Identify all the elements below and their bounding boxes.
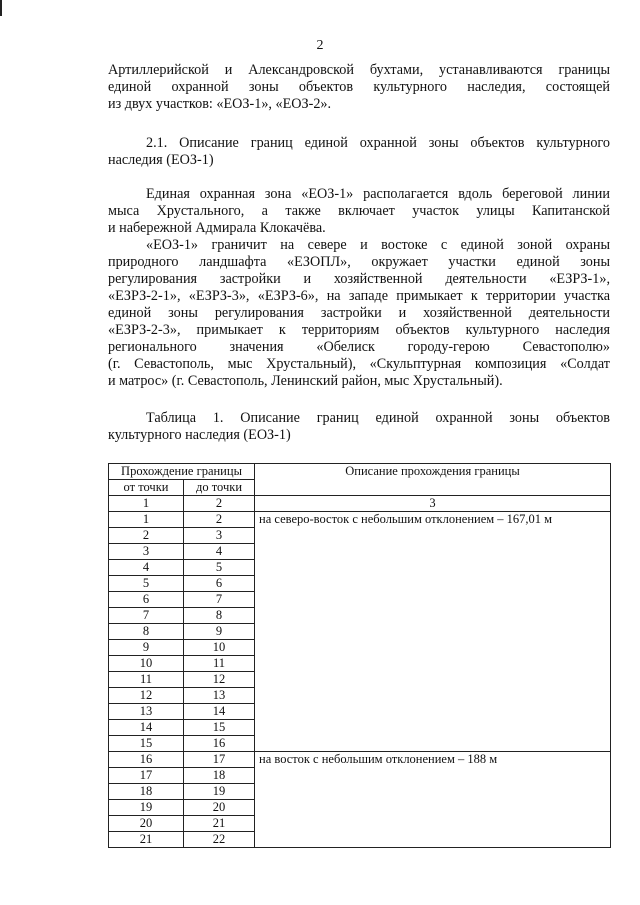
table-header-row — [109, 464, 611, 480]
cell-from-point: 18 — [109, 784, 184, 800]
column-number: 2 — [184, 496, 255, 512]
header-boundary-passage: Прохождение границы — [109, 464, 255, 480]
page-number: 2 — [316, 38, 324, 53]
section-heading-line: 2.1. Описание границ единой охранной зоны объектов культурного — [146, 135, 610, 151]
cell-from-point: 19 — [109, 800, 184, 816]
cell-from-point: 1 — [109, 512, 184, 528]
cell-from-point: 12 — [109, 688, 184, 704]
paragraph-line: единой зоны регулирования застройки и хозяйственной деятельности — [108, 305, 610, 321]
cell-from-point: 7 — [109, 608, 184, 624]
cell-from-point: 16 — [109, 752, 184, 768]
cell-to-point: 7 — [184, 592, 255, 608]
section-heading — [108, 135, 610, 169]
cell-description: на восток с небольшим отклонением – 188 м — [255, 752, 611, 848]
cell-to-point: 8 — [184, 608, 255, 624]
cell-to-point: 19 — [184, 784, 255, 800]
table-caption-line: культурного наследия (ЕОЗ-1) — [108, 427, 291, 443]
cell-to-point: 18 — [184, 768, 255, 784]
scan-edge-mark — [0, 0, 2, 16]
intro-paragraph — [108, 62, 610, 113]
table-caption — [108, 410, 610, 444]
intro-line: единой охранной зоны объектов культурного наследия, состоящей — [108, 79, 610, 95]
table-body — [109, 512, 611, 848]
cell-from-point: 5 — [109, 576, 184, 592]
paragraph-line: регионального значения «Обелиск городу-герою Севастополю» — [108, 339, 610, 355]
cell-to-point: 2 — [184, 512, 255, 528]
cell-from-point: 8 — [109, 624, 184, 640]
intro-line: Артиллерийской и Александровской бухтами, устанавливаются границы — [108, 62, 610, 78]
header-description: Описание прохождения границы — [255, 464, 611, 496]
cell-from-point: 6 — [109, 592, 184, 608]
cell-from-point: 13 — [109, 704, 184, 720]
paragraph-line: «ЕЗРЗ-2-1», «ЕЗРЗ-3», «ЕЗРЗ-6», на западе примыкает к территории участка — [108, 288, 610, 304]
cell-to-point: 10 — [184, 640, 255, 656]
column-number: 3 — [255, 496, 611, 512]
paragraph-location — [108, 186, 610, 237]
paragraph-line: (г. Севастополь, мыс Хрустальный), «Скульптурная композиция «Солдат — [108, 356, 610, 372]
header-from-point: от точки — [109, 480, 184, 496]
cell-from-point: 11 — [109, 672, 184, 688]
paragraph-line: и набережной Адмирала Клокачёва. — [108, 220, 326, 236]
cell-to-point: 3 — [184, 528, 255, 544]
cell-to-point: 15 — [184, 720, 255, 736]
section-heading-line: наследия (ЕОЗ-1) — [108, 152, 214, 168]
paragraph-line: «ЕЗРЗ-2-3», примыкает к территориям объектов культурного наследия — [108, 322, 610, 338]
cell-to-point: 14 — [184, 704, 255, 720]
cell-to-point: 22 — [184, 832, 255, 848]
paragraph-line: природного ландшафта «ЕЗОПЛ», окружает участки единой зоны — [108, 254, 610, 270]
cell-from-point: 20 — [109, 816, 184, 832]
paragraph-line: «ЕОЗ-1» граничит на севере и востоке с единой зоной охраны — [146, 237, 610, 253]
cell-to-point: 21 — [184, 816, 255, 832]
cell-to-point: 17 — [184, 752, 255, 768]
paragraph-line: Единая охранная зона «ЕОЗ-1» располагается вдоль береговой линии — [146, 186, 610, 202]
table-row — [109, 752, 611, 768]
cell-to-point: 5 — [184, 560, 255, 576]
cell-description: на северо-восток с небольшим отклонением – 167,01 м — [255, 512, 611, 752]
intro-line: из двух участков: «ЕОЗ-1», «ЕОЗ-2». — [108, 96, 332, 112]
cell-from-point: 17 — [109, 768, 184, 784]
cell-to-point: 20 — [184, 800, 255, 816]
paragraph-line: мыса Хрустального, а также включает участок улицы Капитанской — [108, 203, 610, 219]
cell-from-point: 2 — [109, 528, 184, 544]
cell-to-point: 13 — [184, 688, 255, 704]
cell-from-point: 15 — [109, 736, 184, 752]
cell-to-point: 16 — [184, 736, 255, 752]
cell-from-point: 14 — [109, 720, 184, 736]
cell-from-point: 9 — [109, 640, 184, 656]
column-number: 1 — [109, 496, 184, 512]
paragraph-line: и матрос» (г. Севастополь, Ленинский район, мыс Хрустальный). — [108, 373, 503, 389]
cell-to-point: 6 — [184, 576, 255, 592]
cell-from-point: 21 — [109, 832, 184, 848]
cell-from-point: 4 — [109, 560, 184, 576]
cell-from-point: 10 — [109, 656, 184, 672]
cell-to-point: 9 — [184, 624, 255, 640]
paragraph-line: регулирования застройки и хозяйственной деятельности «ЕЗРЗ-1», — [108, 271, 610, 287]
cell-to-point: 12 — [184, 672, 255, 688]
header-to-point: до точки — [184, 480, 255, 496]
table-column-number-row — [109, 496, 611, 512]
cell-from-point: 3 — [109, 544, 184, 560]
boundary-table — [108, 463, 611, 848]
cell-to-point: 11 — [184, 656, 255, 672]
table-caption-line: Таблица 1. Описание границ единой охранной зоны объектов — [146, 410, 610, 426]
paragraph-borders — [108, 237, 610, 390]
cell-to-point: 4 — [184, 544, 255, 560]
table-row — [109, 512, 611, 528]
